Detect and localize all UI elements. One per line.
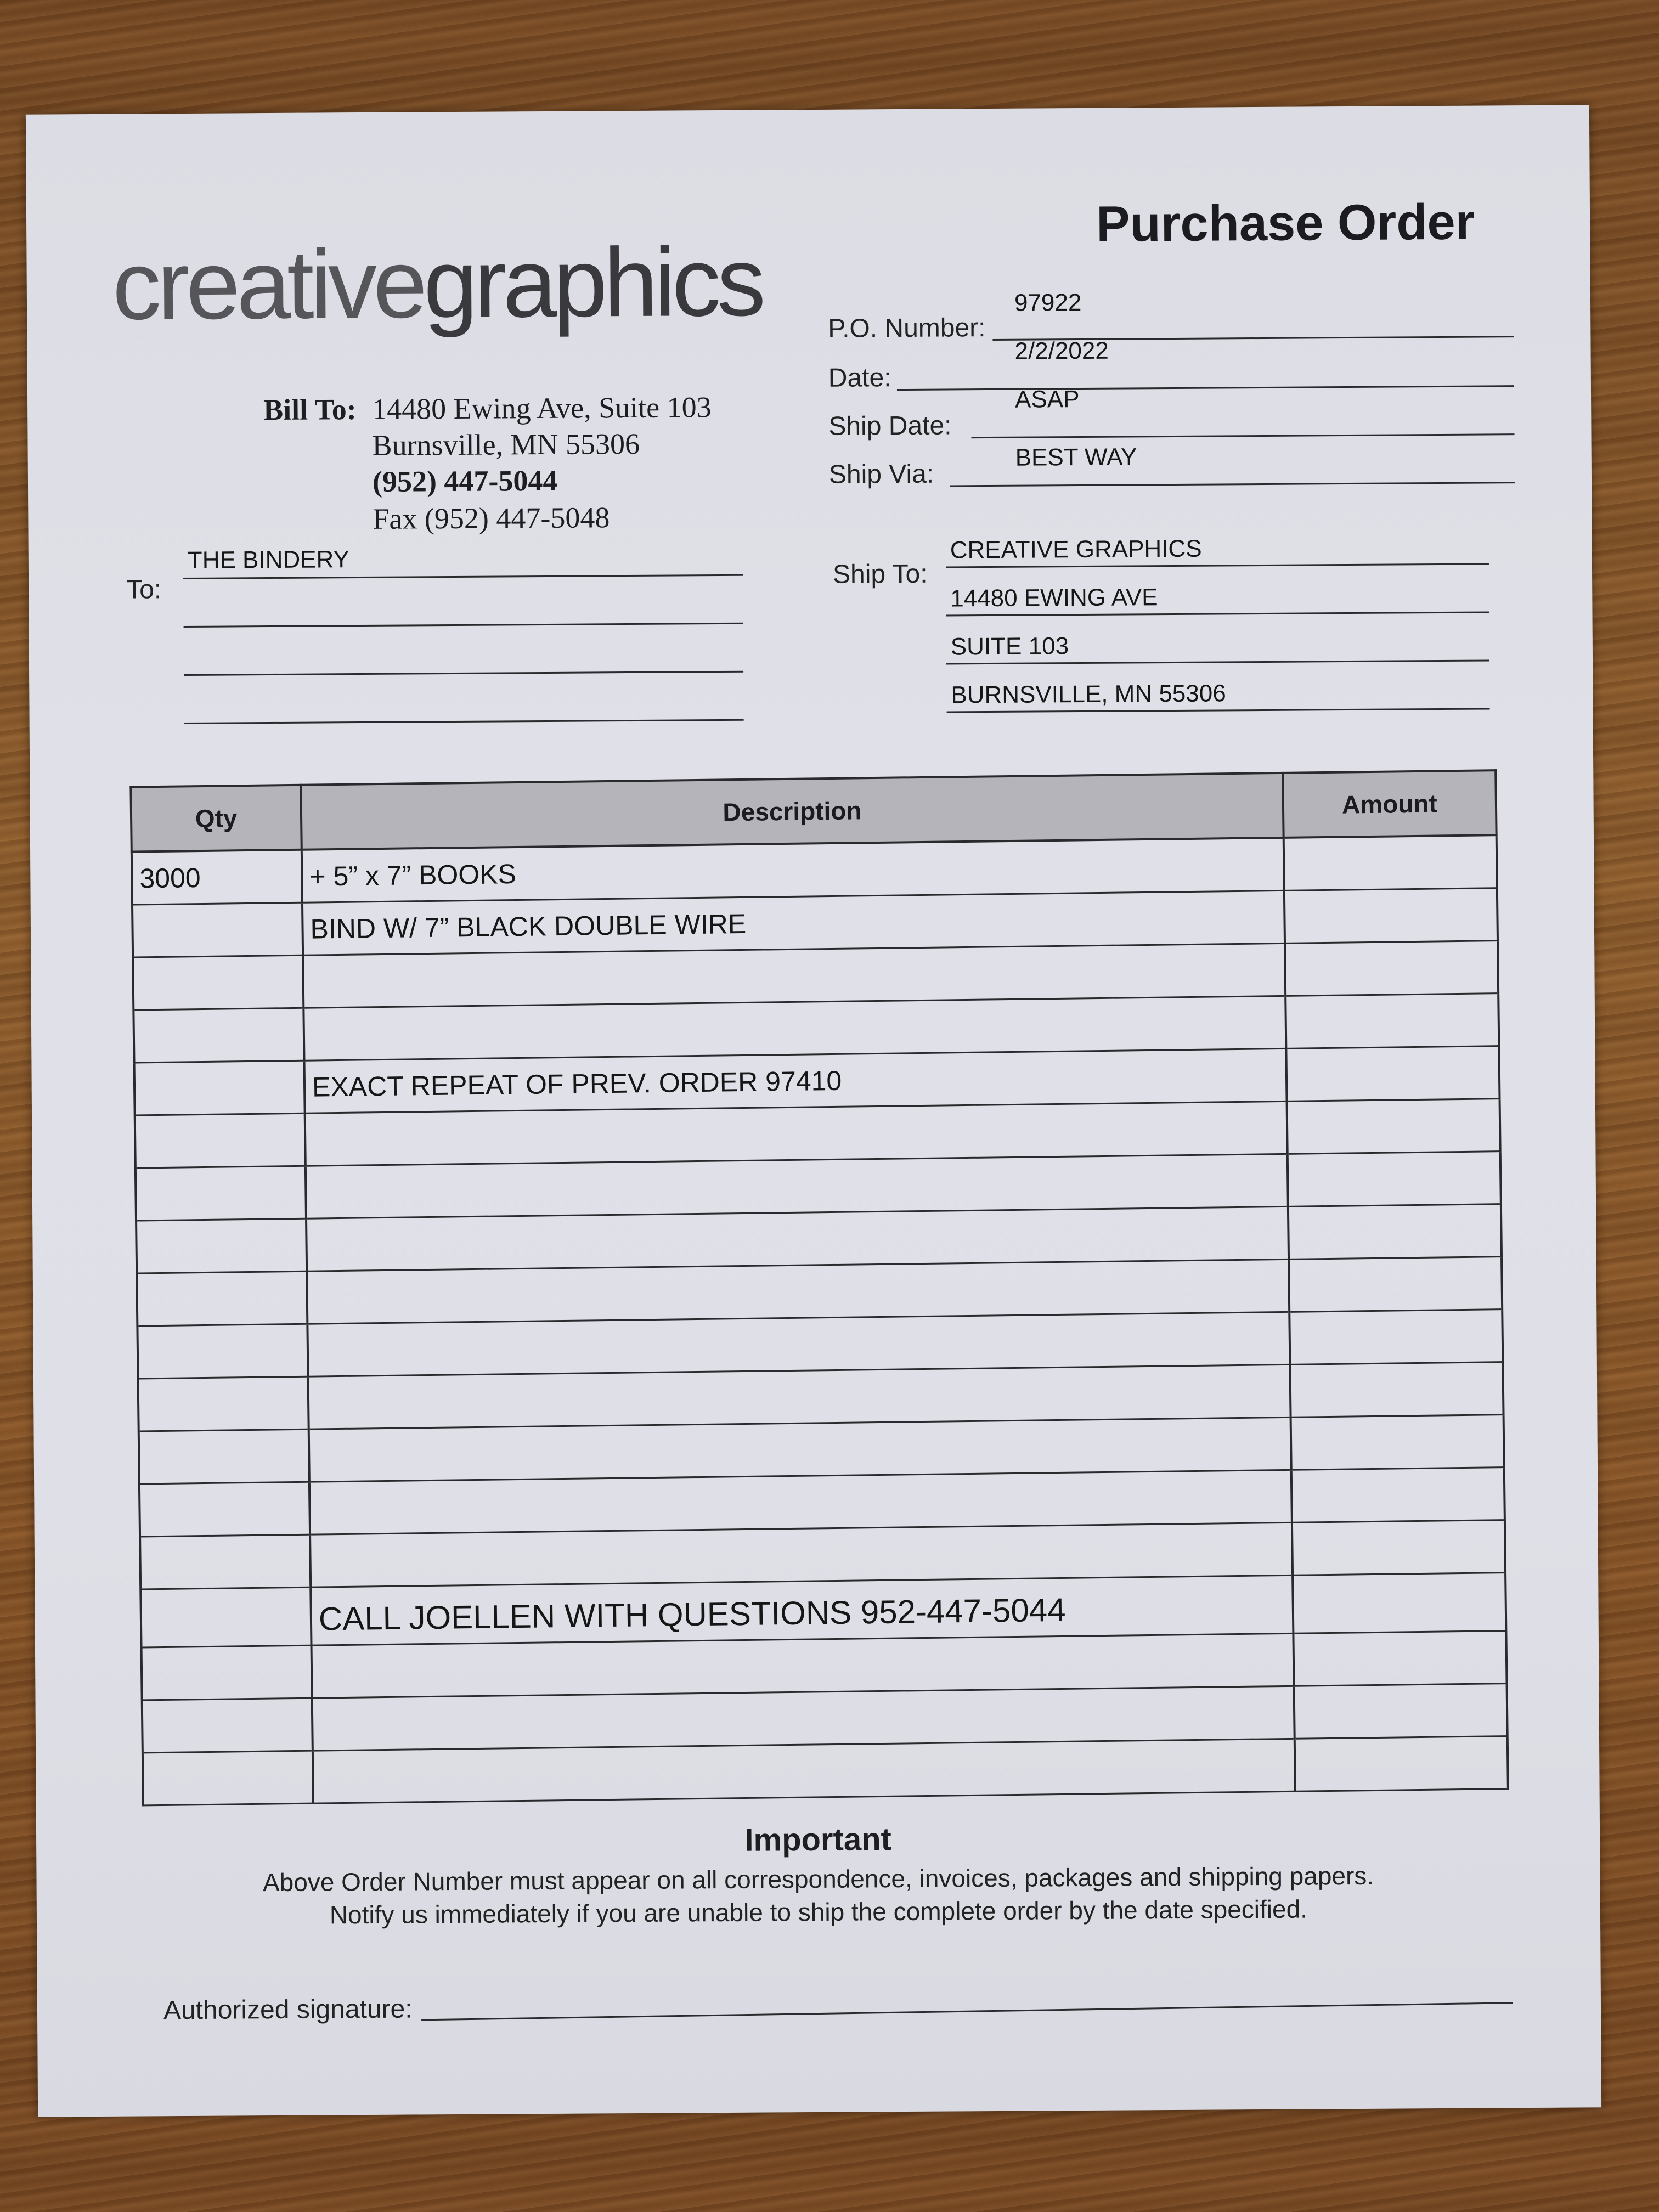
ship-via-value: BEST WAY [1015,443,1137,471]
ship-via-label: Ship Via: [828,459,934,489]
amount-cell [1287,1099,1500,1154]
amount-cell [1289,1310,1503,1365]
ship-to-line3 [946,659,1489,664]
to-line3 [184,671,743,676]
description-cell: + 5” x 7” BOOKS [302,838,1284,902]
bill-to-line1: 14480 Ewing Ave, Suite 103 [371,391,712,426]
qty-header: Qty [131,785,301,852]
bill-to-label: Bill To: [263,393,357,427]
ship-to-line1-value: CREATIVE GRAPHICS [950,535,1202,564]
important-line2: Notify us immediately if you are unable to ship the complete order by the date specified. [329,1894,1308,1929]
ship-date-label: Ship Date: [828,411,952,441]
logo-part-graphics: graphics [423,227,763,338]
description-cell: BIND W/ 7” BLACK DOUBLE WIRE [302,890,1285,955]
logo-part-creative: creative [112,229,424,340]
company-logo [112,225,762,342]
signature-label: Authorized signature: [163,1994,413,2025]
bill-to-line2: Burnsville, MN 55306 [372,427,640,462]
qty-cell [137,1324,308,1379]
amount-cell [1286,1046,1499,1102]
important-heading: Important [744,1821,892,1858]
amount-cell [1292,1520,1505,1576]
ship-date-line [971,433,1514,438]
qty-cell [132,902,303,957]
document-title: Purchase Order [1096,194,1475,252]
amount-cell [1284,888,1498,944]
qty-cell [139,1482,310,1537]
bill-to-fax: Fax (952) 447-5048 [373,501,610,535]
qty-cell [140,1534,311,1589]
amount-header: Amount [1283,770,1496,838]
amount-cell [1285,941,1498,996]
date-line [897,385,1514,391]
po-number-label: P.O. Number: [828,313,986,343]
ship-to-line2 [946,611,1489,616]
to-line4 [184,719,744,724]
date-label: Date: [828,363,891,393]
po-number-value: 97922 [1014,289,1082,317]
qty-cell [133,955,303,1010]
qty-cell [135,1113,306,1168]
ship-to-label: Ship To: [832,559,928,589]
amount-cell [1293,1631,1506,1686]
amount-cell [1290,1362,1503,1418]
amount-cell [1291,1415,1504,1470]
qty-cell [134,1060,305,1115]
ship-to-line4 [947,708,1490,713]
important-line1: Above Order Number must appear on all correspondence, invoices, packages and shipping papers. [262,1861,1374,1897]
amount-cell [1289,1257,1502,1312]
to-line1 [183,574,743,579]
ship-date-value: ASAP [1014,386,1080,413]
description-cell [313,1739,1295,1803]
qty-cell [136,1166,306,1221]
to-line1-value: THE BINDERY [187,546,350,574]
amount-cell [1288,1152,1501,1207]
description-header: Description [301,773,1283,850]
amount-cell [1295,1736,1508,1792]
date-value: 2/2/2022 [1014,337,1109,365]
amount-cell [1284,835,1497,890]
order-items-table [129,769,1509,1806]
qty-cell [142,1645,312,1700]
ship-to-line1 [946,563,1489,568]
qty-cell [133,1008,304,1063]
ship-to-line2-value: 14480 EWING AVE [950,584,1158,612]
amount-cell [1293,1573,1506,1634]
amount-cell [1294,1684,1508,1739]
ship-via-line [950,482,1515,487]
ship-to-line3-value: SUITE 103 [950,633,1069,661]
signature-line[interactable] [421,2002,1513,2021]
description-cell: CALL JOELLEN WITH QUESTIONS 952-447-5044 [311,1575,1293,1645]
qty-cell [136,1218,307,1273]
qty-cell: 3000 [132,850,302,905]
qty-cell [137,1271,307,1326]
to-label: To: [126,575,162,605]
amount-cell [1285,994,1499,1049]
bill-to-phone: (952) 447-5044 [372,464,558,498]
purchase-order-sheet [26,105,1601,2117]
qty-cell [138,1376,309,1431]
amount-cell [1288,1204,1502,1260]
amount-cell [1291,1468,1505,1523]
ship-to-line4-value: BURNSVILLE, MN 55306 [951,680,1226,709]
to-line2 [184,623,743,628]
description-cell: EXACT REPEAT OF PREV. ORDER 97410 [304,1048,1286,1113]
qty-cell [139,1429,309,1484]
qty-cell [142,1698,313,1753]
qty-cell [140,1587,311,1647]
qty-cell [143,1751,313,1805]
